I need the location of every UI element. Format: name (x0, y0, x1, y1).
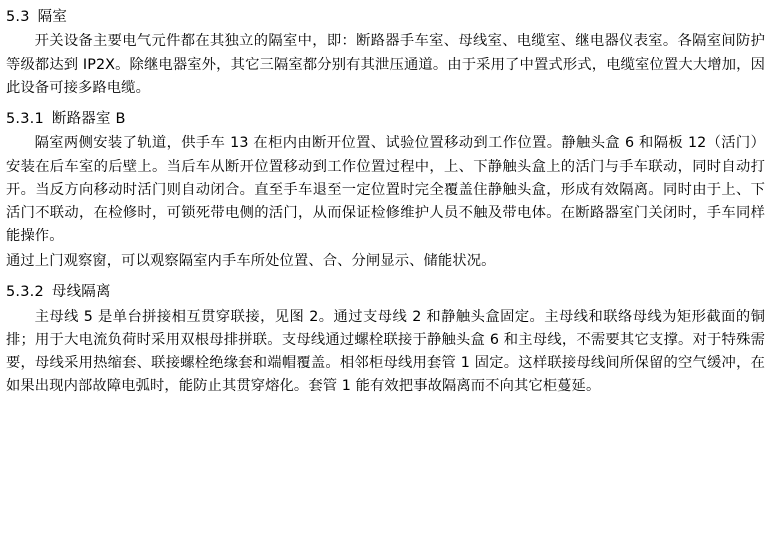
heading-title: 母线隔离 (51, 284, 111, 301)
section-5-3-2 (6, 281, 765, 398)
heading-number: 5.3.1 (6, 110, 44, 127)
section-5-3-1 (6, 108, 765, 273)
paragraph: 开关设备主要电气元件都在其独立的隔室中，即：断路器手车室、母线室、电缆室、继电器仪表室。各隔室间防护等级都达到 IP2X。除继电器室外，其它三隔室都分别有其泄压通道。由于采用了中置式形式，电缆室位置大大增加，因此设备可接多路电缆。 (6, 33, 765, 96)
heading-title: 隔室 (37, 9, 68, 25)
heading-number: 5.3 (6, 9, 30, 25)
section-heading-5-3 (6, 6, 765, 28)
paragraph: 通过上门观察窗，可以观察隔室内手车所处位置、合、分闸显示、储能状况。 (6, 253, 496, 270)
section-5-3 (6, 6, 765, 100)
paragraph: 主母线 5 是单台拼接相互贯穿联接，见图 2。通过支母线 2 和静触头盒固定。主母线和联络母线为矩形截面的铜排；用于大电流负荷时采用双根母排拼联。支母线通过螺栓联接于静触头盒 6 和主母线，不需要其它支撑。对于特殊需要，母线采用热缩套、联接螺栓绝缘套和端帽覆盖。相邻柜母线用套管 1 固定。这样联接母线间所保留的空气缓冲，在如果出现内部故障电弧时，能防止其贯穿熔化。套管 1 能有效把事故隔离而不向其它柜蔓延。 (6, 308, 765, 395)
paragraph: 隔室两侧安装了轨道，供手车 13 在柜内由断开位置、试验位置移动到工作位置。静触头盒 6 和隔板 12（活门）安装在后车室的后壁上。当后车从断开位置移动到工作位置过程中，上、下静触头盒上的活门与手车联动，同时自动打开。当反方向移动时活门则自动闭合。直至手车退至一定位置时完全覆盖住静触头盒，形成有效隔离。同时由于上、下活门不联动，在检修时，可锁死带电侧的活门，从而保证检修维护人员不触及带电体。在断路器室门关闭时，手车同样能操作。 (6, 135, 765, 245)
heading-number: 5.3.2 (6, 284, 44, 301)
heading-title: 断路器室 B (51, 110, 126, 127)
section-heading-5-3-2 (6, 281, 765, 303)
section-heading-5-3-1 (6, 108, 765, 130)
